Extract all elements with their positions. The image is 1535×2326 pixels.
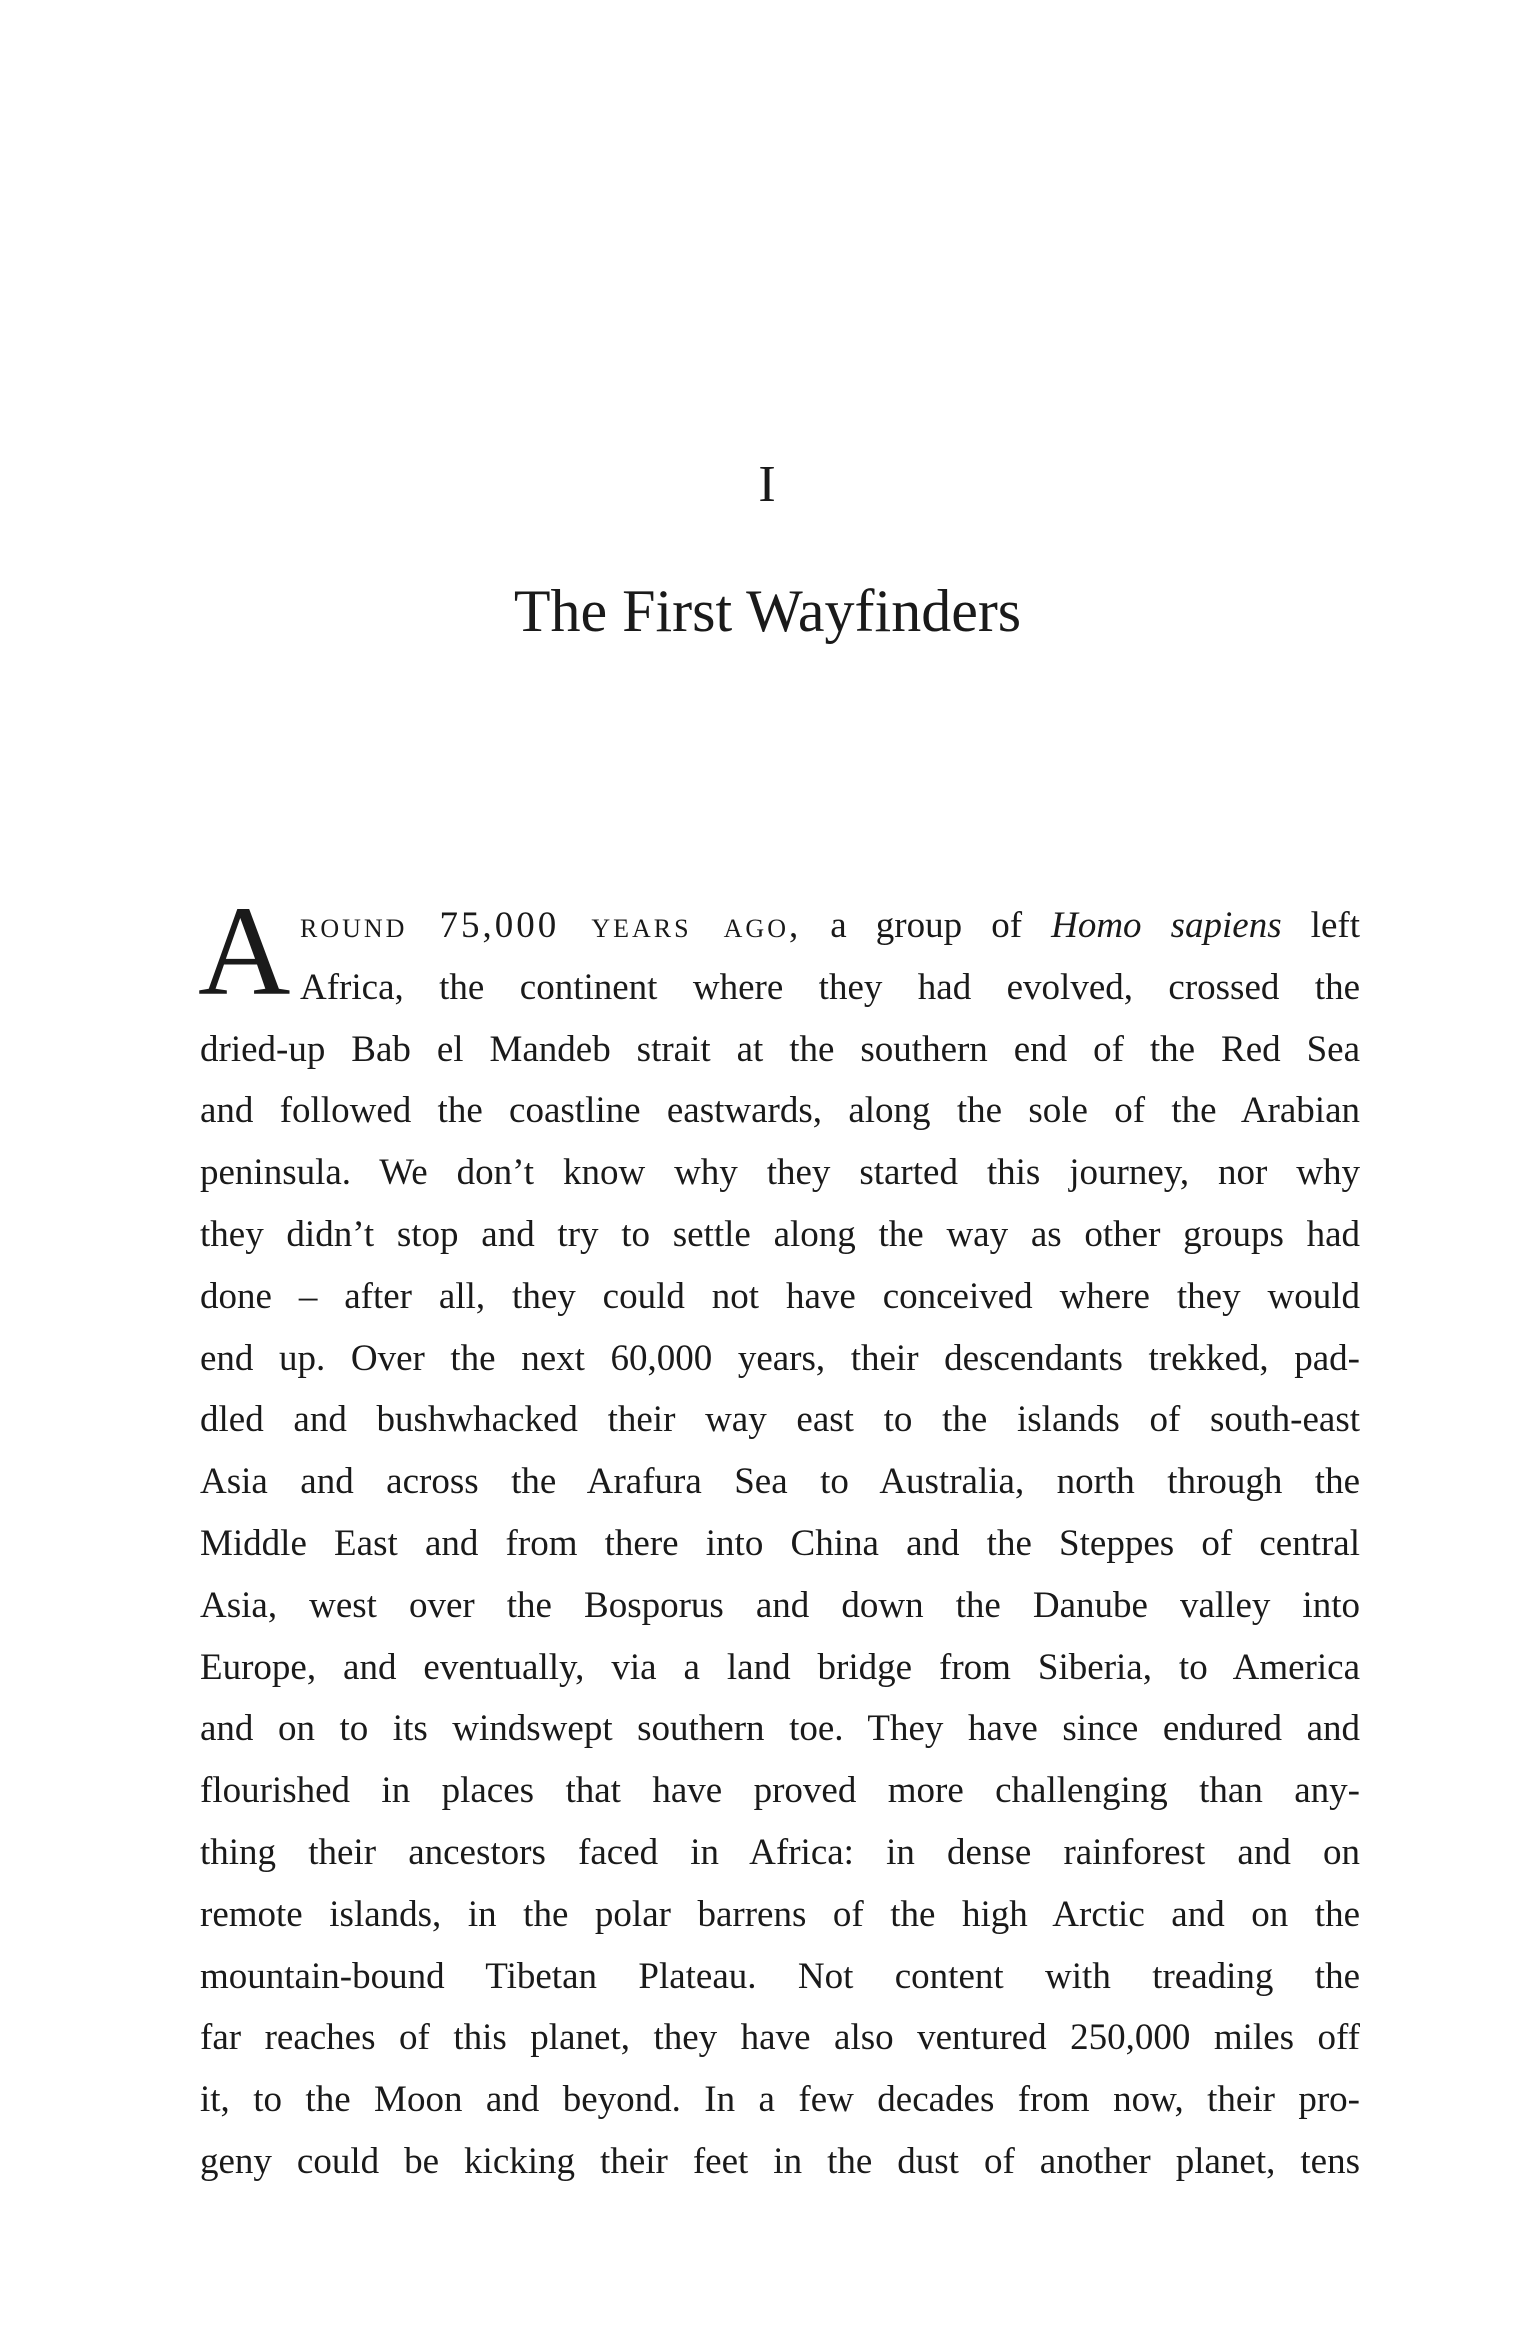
paragraph-line: Middle East and from there into China and the Steppes of central	[200, 1522, 1360, 1564]
paragraph-line: mountain-bound Tibetan Plateau. Not content with treading the	[200, 1955, 1360, 1997]
opening-text-end: left	[1281, 905, 1360, 946]
paragraph-line: they didn’t stop and try to settle along the way as other groups had	[200, 1213, 1360, 1255]
chapter-title: The First Wayfinders	[513, 578, 1022, 644]
paragraph-line	[200, 895, 1360, 957]
paragraph-line: Asia and across the Arafura Sea to Australia, north through the	[200, 1461, 1360, 1503]
paragraph-line: Europe, and eventually, via a land bridge from Siberia, to America	[200, 1646, 1360, 1688]
paragraph-line: dled and bushwhacked their way east to the islands of south-east	[200, 1399, 1360, 1441]
italic-term: Homo sapiens	[1051, 905, 1282, 946]
paragraph-line: end up. Over the next 60,000 years, their descendants trekked, pad-	[200, 1337, 1360, 1379]
paragraph-line: dried-up Bab el Mandeb strait at the southern end of the Red Sea	[200, 1028, 1360, 1070]
paragraph-line: and on to its windswept southern toe. They have since endured and	[200, 1708, 1360, 1750]
paragraph-line: Asia, west over the Bosporus and down the Danube valley into	[200, 1584, 1360, 1626]
opening-text: a group of	[801, 905, 1052, 946]
paragraph-line: done – after all, they could not have conceived where they would	[200, 1275, 1360, 1317]
drop-cap: A	[198, 880, 291, 1022]
opening-small-caps: round 75,000 years ago,	[300, 905, 802, 946]
body-paragraph	[198, 880, 1360, 2193]
paragraph-line: remote islands, in the polar barrens of the high Arctic and on the	[200, 1893, 1360, 1935]
paragraph-line: flourished in places that have proved more challenging than any-	[200, 1770, 1360, 1812]
paragraph-line: and followed the coastline eastwards, along the sole of the Arabian	[200, 1090, 1360, 1132]
chapter-number: I	[758, 456, 777, 513]
paragraph-line: far reaches of this planet, they have also ventured 250,000 miles off	[200, 2017, 1360, 2059]
paragraph-line: geny could be kicking their feet in the dust of another planet, tens	[200, 2140, 1360, 2182]
paragraph-line: it, to the Moon and beyond. In a few decades from now, their pro-	[200, 2079, 1360, 2121]
paragraph-line: thing their ancestors faced in Africa: in dense rainforest and on	[200, 1831, 1360, 1873]
paragraph-line: peninsula. We don’t know why they started this journey, nor why	[200, 1152, 1360, 1194]
paragraph-line: Africa, the continent where they had evolved, crossed the	[300, 966, 1360, 1008]
